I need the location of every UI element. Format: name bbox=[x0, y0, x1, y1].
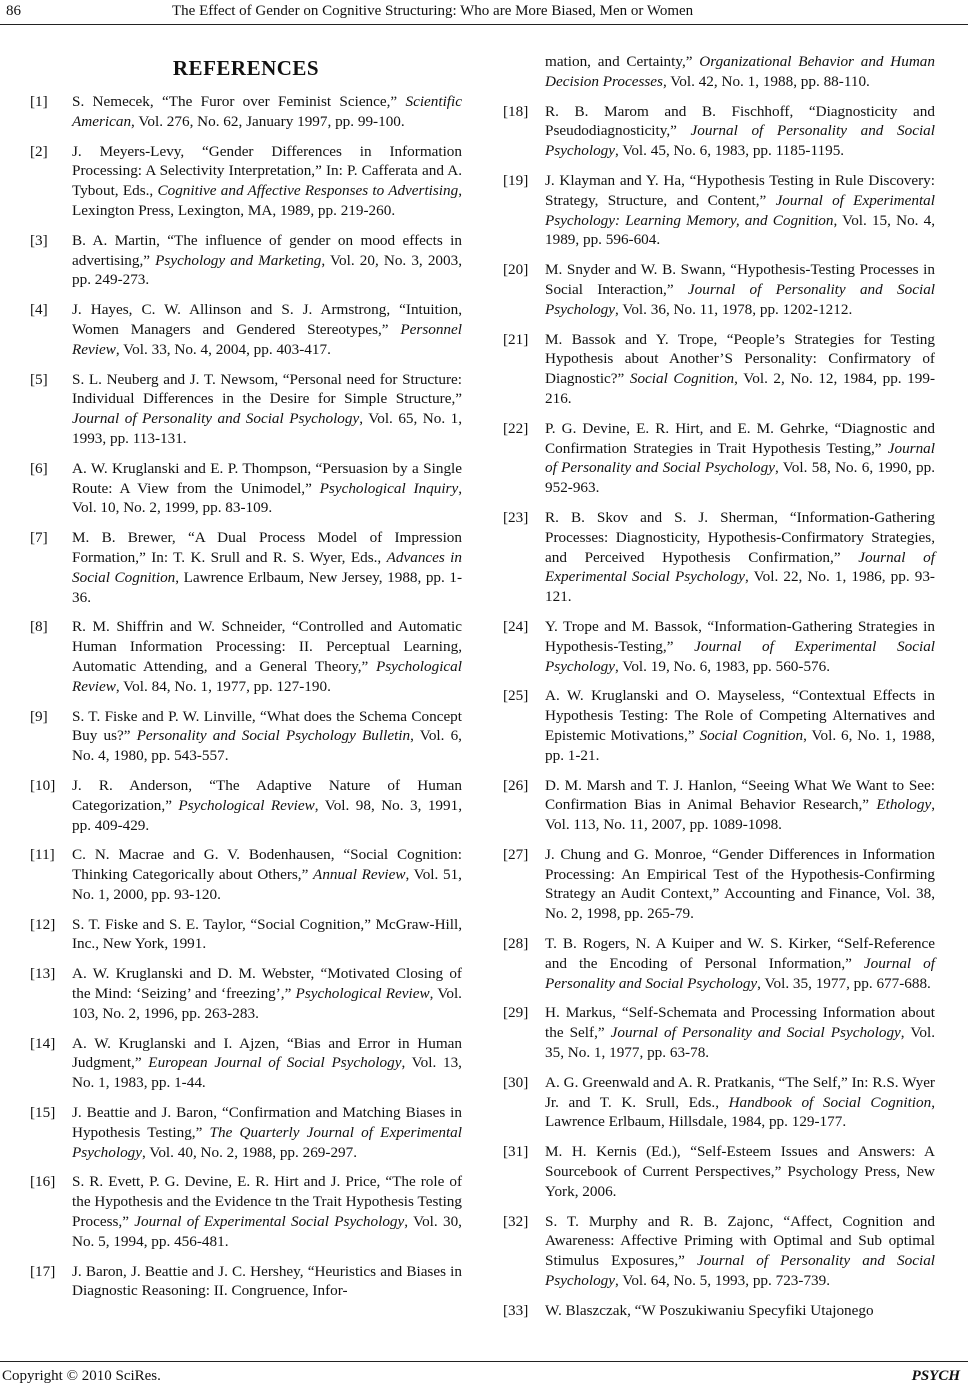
reference-source: Social Cognition bbox=[629, 370, 735, 388]
reference-text: S. T. Fiske and P. W. Linville, “What does the Schema Concept Buy us?” bbox=[72, 707, 462, 745]
reference-entry bbox=[503, 845, 935, 924]
reference-source: Scientific American bbox=[72, 93, 462, 130]
reference-number: [26] bbox=[503, 776, 529, 794]
reference-text: R. B. Skov and S. J. Sherman, “Information-Gathering Processes: Diagnosticity, Hypothesis-Confirmatory Strategies, and Perceived Hypothesis Confirmation,” bbox=[545, 508, 935, 566]
reference-details: , Vol. 13, No. 1, 1983, pp. 1-44. bbox=[72, 1054, 462, 1092]
reference-text: W. Blaszczak, “W Poszukiwaniu Specyfiki Utajonego bbox=[545, 1301, 874, 1319]
reference-source: Journal of Personality and Social Psychology bbox=[610, 1024, 901, 1042]
reference-details: , Vol. 30, No. 5, 1994, pp. 456-481. bbox=[72, 1213, 462, 1250]
reference-number: [7] bbox=[30, 529, 48, 547]
reference-source: Journal of Personality and Social Psychology bbox=[545, 122, 935, 160]
reference-entry bbox=[503, 330, 935, 409]
reference-source: Psychological Inquiry bbox=[319, 479, 459, 497]
reference-source: Cognitive and Affective Responses to Advertising bbox=[157, 182, 459, 200]
reference-details: , Vol. 113, No. 11, 2007, pp. 1089-1098. bbox=[545, 796, 935, 834]
reference-entry bbox=[30, 1103, 462, 1162]
reference-entry bbox=[503, 617, 935, 676]
reference-text: A. W. Kruglanski and I. Ajzen, “Bias and Error in Human Judgment,” bbox=[72, 1034, 462, 1072]
reference-entry bbox=[30, 1262, 462, 1302]
reference-source: Psychological Review bbox=[295, 985, 430, 1003]
reference-entry bbox=[503, 102, 935, 161]
reference-details: , Lexington Press, Lexington, MA, 1989, pp. 219-260. bbox=[72, 182, 463, 219]
reference-details: , Vol. 6, No. 1, 1988, pp. 1-21. bbox=[545, 726, 936, 764]
reference-details: , Lawrence Erlbaum, New Jersey, 1988, pp. 1-36. bbox=[72, 568, 463, 606]
reference-details: , Vol. 65, No. 1, 1993, pp. 113-131. bbox=[72, 410, 463, 447]
reference-text: A. W. Kruglanski and D. M. Webster, “Motivated Closing of the Mind: ‘Seizing’ and ‘freezing’,” bbox=[72, 965, 462, 1003]
reference-entry bbox=[503, 1142, 935, 1201]
reference-details: , Vol. 15, No. 4, 1989, pp. 596-604. bbox=[545, 211, 936, 249]
page-footer bbox=[0, 1366, 968, 1386]
reference-text: A. W. Kruglanski and E. P. Thompson, “Persuasion by a Single Route: A View from the Unimodel,” bbox=[72, 459, 462, 497]
reference-entry bbox=[30, 1034, 462, 1093]
reference-source: Organizational Behavior and Human Decision Processes bbox=[545, 53, 935, 90]
reference-number: [16] bbox=[30, 1173, 56, 1191]
reference-details: , Vol. 36, No. 11, 1978, pp. 1202-1212. bbox=[615, 300, 853, 318]
reference-details: , Lawrence Erlbaum, Hillsdale, 1984, pp. 129-177. bbox=[545, 1093, 935, 1131]
reference-number: [19] bbox=[503, 171, 529, 189]
reference-source: Journal of Personality and Social Psychology bbox=[545, 280, 936, 318]
reference-entry bbox=[30, 776, 462, 835]
reference-number: [33] bbox=[503, 1301, 529, 1319]
reference-details: , Vol. 22, No. 1, 1986, pp. 93-121. bbox=[545, 568, 935, 606]
left-column bbox=[30, 50, 462, 1311]
reference-details: , Vol. 58, No. 6, 1990, pp. 952-963. bbox=[545, 459, 935, 497]
reference-text: J. Beattie and J. Baron, “Confirmation and Matching Biases in Hypothesis Testing,” bbox=[72, 1104, 462, 1141]
reference-details: , Vol. 33, No. 4, 2004, pp. 403-417. bbox=[115, 340, 331, 358]
reference-entry bbox=[30, 370, 462, 449]
reference-source: Journal of Personality and Social Psychology bbox=[545, 954, 935, 992]
reference-text: S. Nemecek, “The Furor over Feminist Science,” bbox=[72, 93, 406, 110]
reference-entry bbox=[30, 231, 462, 290]
reference-details: , Vol. 51, No. 1, 2000, pp. 93-120. bbox=[72, 866, 462, 903]
reference-text: C. N. Macrae and G. V. Bodenhausen, “Social Cognition: Thinking Categorically about Others,” bbox=[72, 846, 462, 884]
reference-source: Journal of Experimental Social Psychology bbox=[134, 1213, 405, 1231]
reference-text: B. A. Martin, “The influence of gender on mood effects in advertising,” bbox=[72, 231, 462, 269]
reference-number: [20] bbox=[503, 261, 529, 279]
reference-number: [25] bbox=[503, 687, 529, 705]
reference-text: M. Bassok and Y. Trope, “People’s Strategies for Testing Hypothesis about Another’S Personality: Confirmatory of Diagnostic?” bbox=[545, 330, 935, 388]
reference-source: Journal of Personality and Social Psychology bbox=[545, 1252, 936, 1290]
reference-source: Journal of Experimental Psychology: Learning Memory, and Cognition bbox=[545, 191, 935, 229]
reference-entry bbox=[30, 92, 462, 132]
reference-text: S. T. Fiske and S. E. Taylor, “Social Cognition,” McGraw-Hill, Inc., New York, 1991. bbox=[72, 915, 462, 953]
reference-text: M. H. Kernis (Ed.), “Self-Esteem Issues and Answers: A Sourcebook of Current Perspectives,” Psychology Press, New York, 2006. bbox=[545, 1143, 935, 1200]
reference-details: , Vol. 2, No. 12, 1984, pp. 199-216. bbox=[545, 370, 935, 407]
right-column bbox=[503, 50, 935, 1331]
reference-entry bbox=[30, 845, 462, 904]
reference-source: European Journal of Social Psychology bbox=[148, 1054, 402, 1072]
reference-source: Journal of Personality and Social Psychology bbox=[545, 439, 935, 477]
reference-source: Ethology bbox=[876, 796, 932, 814]
reference-number: [3] bbox=[30, 231, 48, 249]
reference-number: [11] bbox=[30, 846, 55, 864]
reference-text: T. B. Rogers, N. A Kuiper and W. S. Kirker, “Self-Reference and the Encoding of Personal Information,” bbox=[545, 935, 935, 972]
reference-details: , Vol. 6, No. 4, 1980, pp. 543-557. bbox=[72, 727, 462, 765]
reference-text: J. Chung and G. Monroe, “Gender Differences in Information Processing: An Empirical Test of the Hypothesis-Confirming Strategy an Audit Context,” Accounting and Finance, Vol. 38, No. 2, 1998, pp. 265-79. bbox=[545, 845, 935, 923]
reference-list-left bbox=[30, 92, 462, 1301]
reference-number: [13] bbox=[30, 965, 56, 983]
reference-number: [2] bbox=[30, 142, 48, 160]
reference-entry bbox=[30, 528, 462, 607]
reference-number: [28] bbox=[503, 935, 529, 953]
reference-number: [23] bbox=[503, 508, 529, 526]
reference-source: Advances in Social Cognition bbox=[72, 548, 462, 586]
reference-entry bbox=[30, 915, 462, 955]
reference-entry bbox=[503, 52, 935, 92]
reference-text: J. Hayes, C. W. Allinson and S. J. Armstrong, “Intuition, Women Managers and Gendered Stereotypes,” bbox=[72, 301, 462, 338]
reference-text: J. Klayman and Y. Ha, “Hypothesis Testing in Rule Discovery: Strategy, Structure, and Content,” bbox=[545, 171, 935, 209]
reference-number: [8] bbox=[30, 618, 48, 636]
reference-text: A. W. Kruglanski and O. Mayseless, “Contextual Effects in Hypothesis Testing: The Role of Competing Alternatives and Epistemic Motivations,” bbox=[545, 687, 935, 744]
reference-number: [15] bbox=[30, 1104, 56, 1122]
reference-source: Handbook of Social Cognition bbox=[728, 1093, 932, 1111]
reference-text: S. R. Evett, P. G. Devine, E. R. Hirt and J. Price, “The role of the Hypothesis and the Evidence tn the Trait Hypothesis Testing Process,” bbox=[72, 1173, 462, 1231]
references-heading: REFERENCES bbox=[172, 56, 320, 80]
reference-text: S. T. Murphy and R. B. Zajonc, “Affect, Cognition and Awareness: Affective Priming with Optimal and Sub optimal Stimulus Exposures,” bbox=[545, 1212, 935, 1270]
reference-entry bbox=[30, 1172, 462, 1251]
reference-text: J. Meyers-Levy, “Gender Differences in Information Processing: A Selectivity Interpretation,” In: P. Cafferata and A. Tybout, Eds., bbox=[72, 142, 462, 200]
reference-details: , Vol. 35, 1977, pp. 677-688. bbox=[757, 974, 931, 992]
reference-details: , Vol. 10, No. 2, 1999, pp. 83-109. bbox=[72, 479, 462, 517]
reference-number: [30] bbox=[503, 1073, 529, 1091]
reference-number: [1] bbox=[30, 93, 48, 110]
reference-details: , Vol. 35, No. 1, 1977, pp. 63-78. bbox=[545, 1024, 935, 1062]
reference-text: Y. Trope and M. Bassok, “Information-Gathering Strategies in Hypothesis-Testing,” bbox=[545, 617, 935, 655]
reference-entry bbox=[30, 964, 462, 1023]
reference-entry bbox=[503, 508, 935, 607]
reference-details: , Vol. 84, No. 1, 1977, pp. 127-190. bbox=[115, 677, 331, 695]
copyright-notice: Copyright © 2010 SciRes. bbox=[2, 1368, 161, 1384]
reference-text: P. G. Devine, E. R. Hirt, and E. M. Gehrke, “Diagnostic and Confirmation Strategies in Trait Hypothesis Testing,” bbox=[545, 419, 935, 457]
reference-number: [17] bbox=[30, 1262, 56, 1280]
reference-source: Journal of Experimental Social Psychology bbox=[545, 637, 936, 675]
reference-entry bbox=[503, 260, 935, 319]
reference-number: [29] bbox=[503, 1004, 529, 1022]
reference-text: D. M. Marsh and T. J. Hanlon, “Seeing What We Want to See: Confirmation Bias in Animal Behavior Research,” bbox=[545, 776, 935, 814]
reference-details: , Vol. 19, No. 6, 1983, pp. 560-576. bbox=[615, 657, 831, 675]
reference-number: [32] bbox=[503, 1212, 529, 1230]
reference-list-right bbox=[503, 52, 935, 1321]
reference-entry bbox=[503, 1212, 935, 1291]
reference-number: [10] bbox=[30, 776, 56, 794]
reference-source: Journal of Experimental Social Psychology bbox=[545, 548, 935, 586]
reference-number: [22] bbox=[503, 419, 529, 437]
reference-source: Psychological Review bbox=[178, 796, 315, 814]
reference-source: Annual Review bbox=[313, 866, 406, 884]
reference-text: M. B. Brewer, “A Dual Process Model of Impression Formation,” In: T. K. Srull and R. S. Wyer, Eds., bbox=[72, 529, 462, 566]
reference-entry bbox=[503, 171, 935, 250]
reference-entry bbox=[503, 686, 935, 765]
reference-entry bbox=[30, 459, 462, 518]
reference-number: [12] bbox=[30, 915, 56, 933]
reference-entry bbox=[503, 1003, 935, 1062]
reference-details: , Vol. 42, No. 1, 1988, pp. 88-110. bbox=[662, 72, 870, 90]
running-title: The Effect of Gender on Cognitive Structuring: Who are More Biased, Men or Women bbox=[172, 3, 694, 19]
journal-abbreviation: PSYCH bbox=[911, 1368, 960, 1384]
reference-number: [18] bbox=[503, 102, 529, 120]
reference-source: Psychology and Marketing bbox=[155, 251, 322, 269]
reference-number: [6] bbox=[30, 459, 48, 477]
reference-details: , Vol. 40, No. 2, 1988, pp. 269-297. bbox=[142, 1143, 358, 1161]
reference-text: J. Baron, J. Beattie and J. C. Hershey, “Heuristics and Biases in Diagnostic Reasoning: II. Congruence, Infor- bbox=[72, 1262, 462, 1300]
reference-source: Journal of Personality and Social Psychology bbox=[72, 410, 360, 428]
reference-source: The Quarterly Journal of Experimental Psychology bbox=[72, 1123, 462, 1161]
reference-entry bbox=[30, 142, 462, 221]
reference-number: [9] bbox=[30, 707, 48, 725]
reference-details: , Vol. 103, No. 2, 1996, pp. 263-283. bbox=[72, 985, 462, 1022]
reference-text: J. R. Anderson, “The Adaptive Nature of Human Categorization,” bbox=[72, 776, 462, 814]
reference-number: [24] bbox=[503, 617, 529, 635]
reference-details: , Vol. 276, No. 62, January 1997, pp. 99-100. bbox=[131, 112, 405, 130]
reference-source: Personality and Social Psychology Bulletin bbox=[136, 727, 411, 745]
reference-details: , Vol. 20, No. 3, 2003, pp. 249-273. bbox=[72, 251, 462, 289]
reference-text: M. Snyder and W. B. Swann, “Hypothesis-Testing Processes in Social Interaction,” bbox=[545, 261, 935, 298]
reference-details: , Vol. 98, No. 3, 1991, pp. 409-429. bbox=[72, 796, 463, 834]
reference-entry bbox=[503, 934, 935, 993]
footer-rule bbox=[0, 1361, 968, 1362]
reference-number: [21] bbox=[503, 330, 529, 348]
reference-number: [4] bbox=[30, 301, 48, 319]
reference-entry bbox=[30, 707, 462, 766]
reference-number: [14] bbox=[30, 1034, 56, 1052]
reference-text: S. L. Neuberg and J. T. Newsom, “Personal need for Structure: Individual Differences in the Desire for Simple Structure,” bbox=[72, 370, 462, 408]
reference-details: , Vol. 64, No. 5, 1993, pp. 723-739. bbox=[615, 1272, 831, 1290]
reference-source: Personnel Review bbox=[72, 320, 462, 358]
reference-source: Social Cognition bbox=[699, 726, 804, 744]
reference-entry bbox=[503, 419, 935, 498]
reference-entry bbox=[30, 300, 462, 359]
page-number: 86 bbox=[6, 3, 21, 19]
reference-source: Psychological Review bbox=[72, 657, 462, 695]
page-header bbox=[0, 0, 968, 22]
reference-entry bbox=[503, 1073, 935, 1132]
reference-entry bbox=[503, 776, 935, 835]
reference-text: R. B. Marom and B. Fischhoff, “Diagnosticity and Pseudodiagnosticity,” bbox=[545, 102, 935, 140]
reference-number: [5] bbox=[30, 370, 48, 388]
reference-number: [31] bbox=[503, 1143, 529, 1161]
reference-entry bbox=[30, 617, 462, 696]
reference-text: mation, and Certainty,” bbox=[545, 53, 700, 70]
reference-text: A. G. Greenwald and A. R. Pratkanis, “The Self,” In: R.S. Wyer Jr. and T. K. Srull, Eds., bbox=[545, 1073, 935, 1111]
reference-text: H. Markus, “Self-Schemata and Processing Information about the Self,” bbox=[545, 1004, 935, 1042]
reference-text: R. M. Shiffrin and W. Schneider, “Controlled and Automatic Human Information Processing: II. Perceptual Learning, Automatic Attending, and a General Theory,” bbox=[72, 618, 462, 675]
reference-number: [27] bbox=[503, 845, 529, 863]
header-rule bbox=[0, 24, 968, 25]
reference-details: , Vol. 45, No. 6, 1983, pp. 1185-1195. bbox=[615, 142, 845, 160]
reference-entry bbox=[503, 1301, 935, 1321]
